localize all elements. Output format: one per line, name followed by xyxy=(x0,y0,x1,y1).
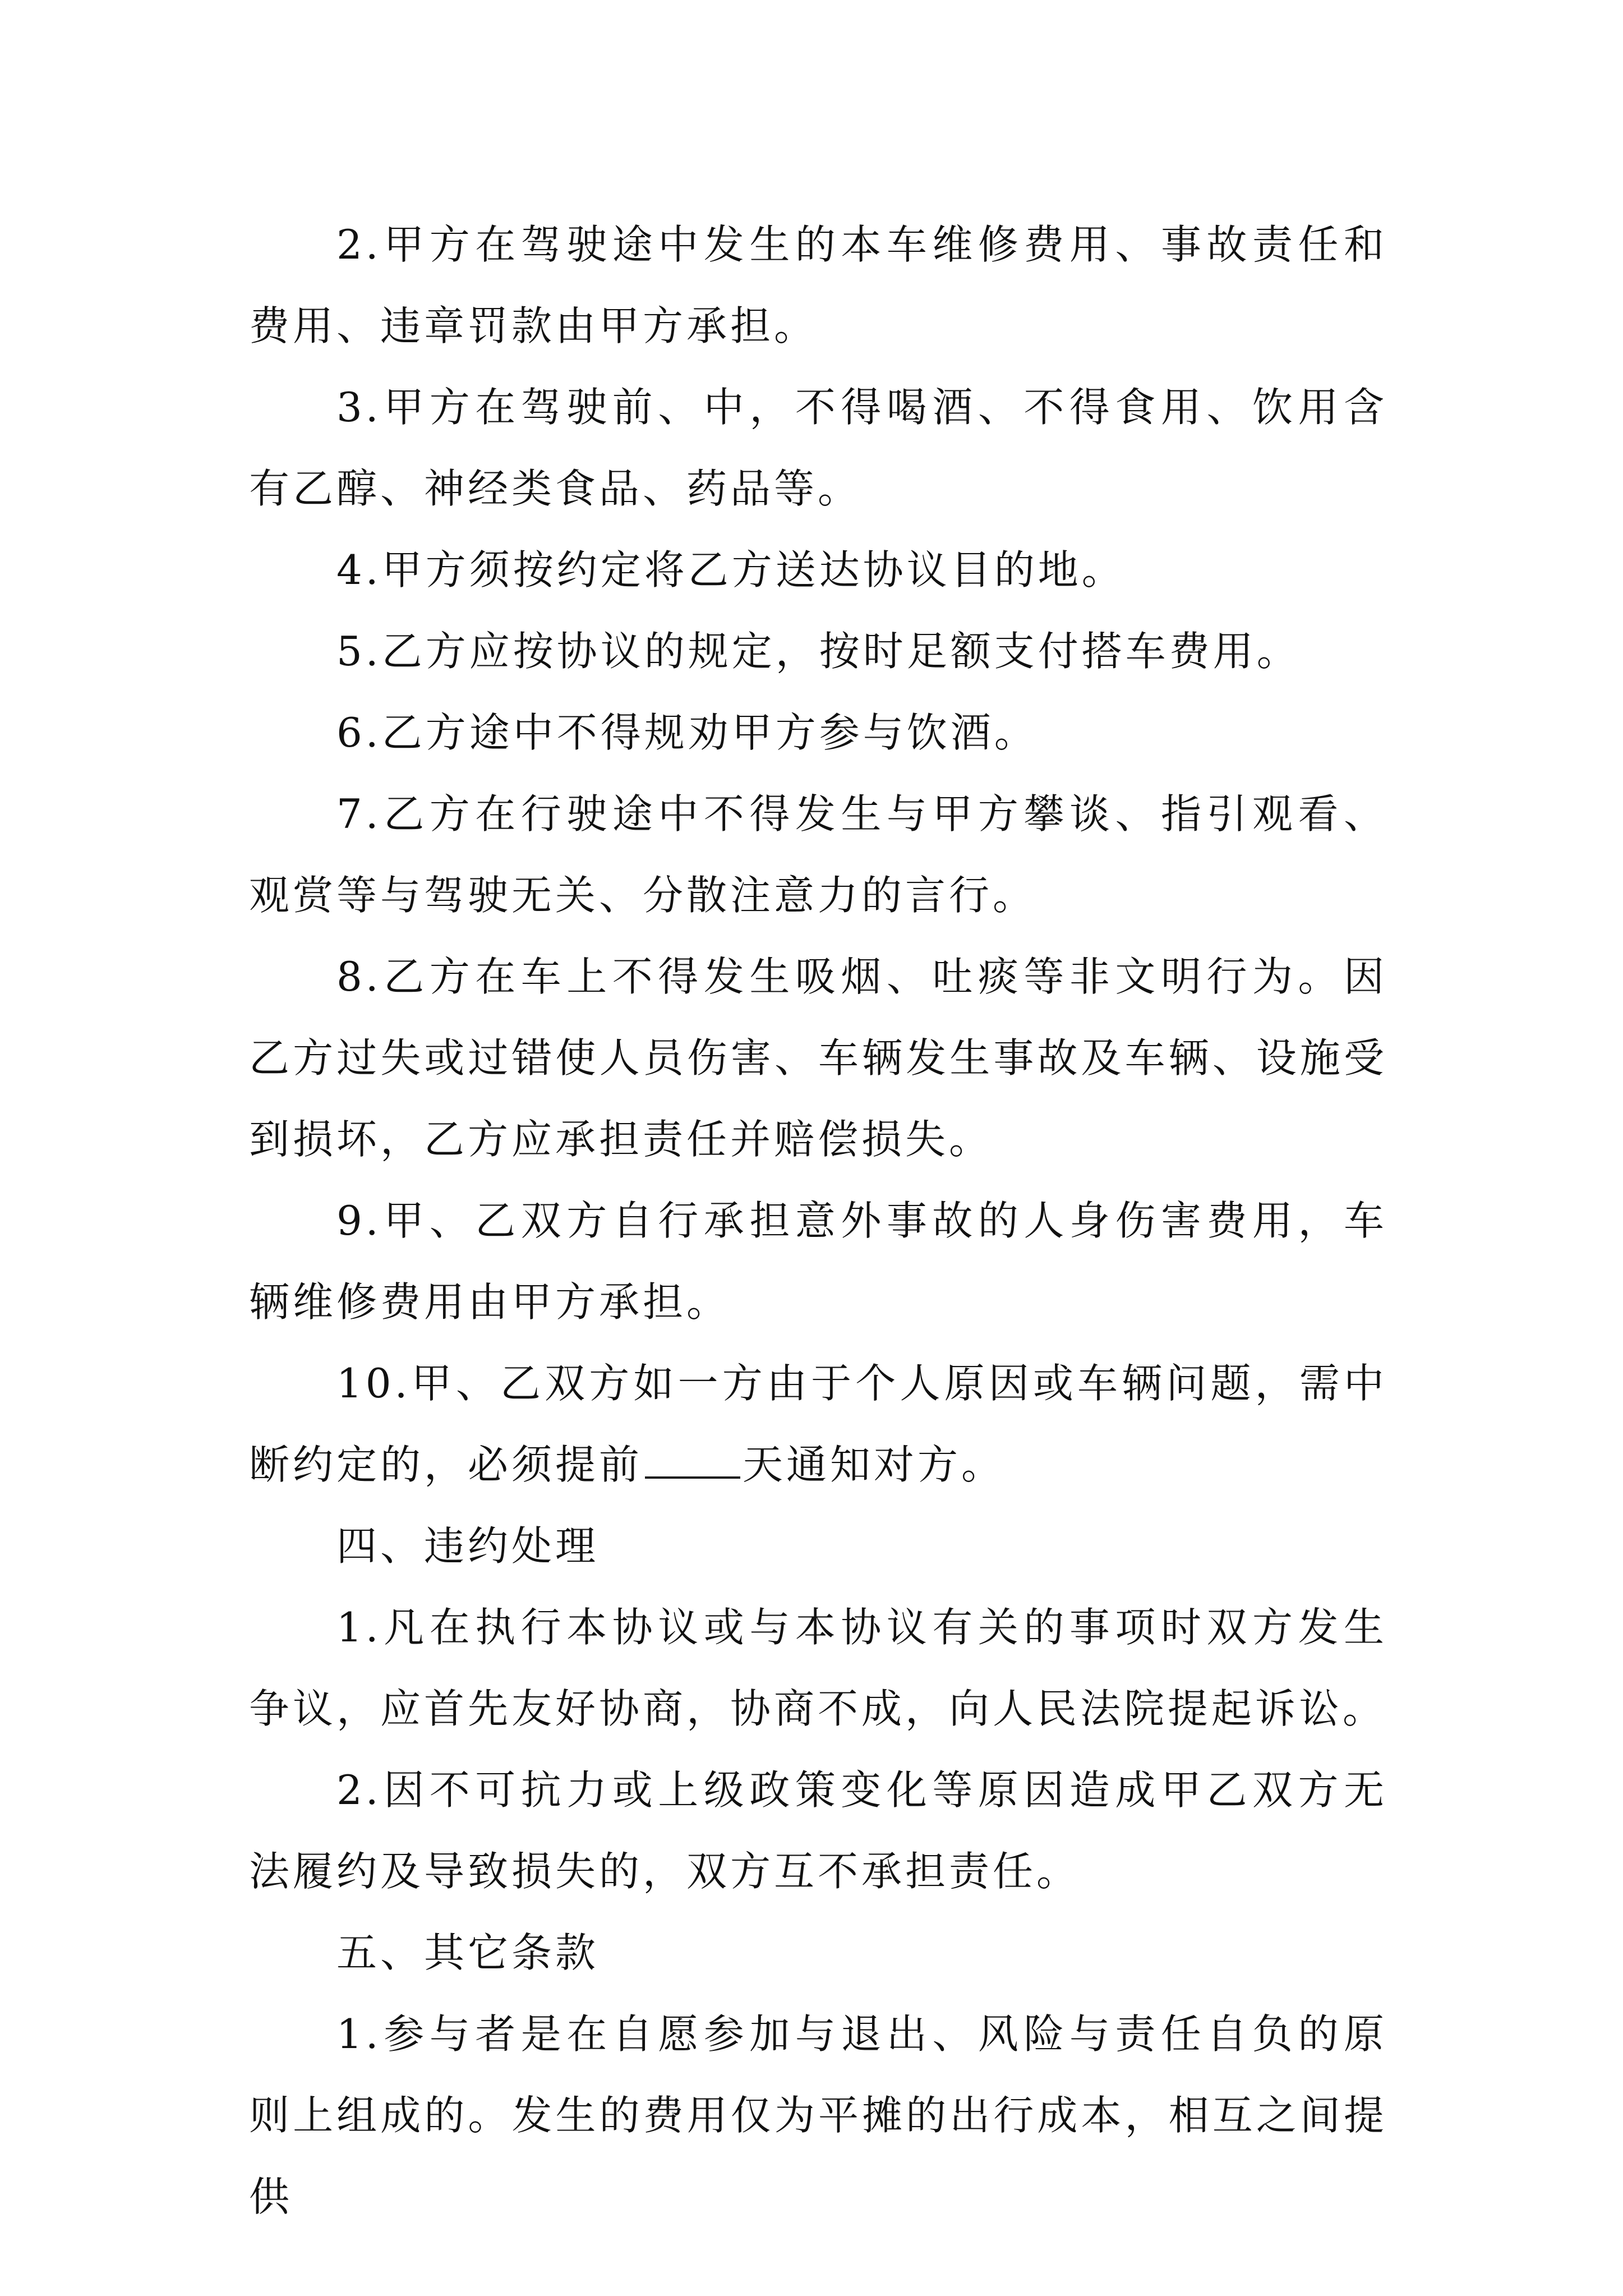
clause-paragraph: 3.甲方在驾驶前、中，不得喝酒、不得食用、饮用含有乙醇、神经类食品、药品等。 xyxy=(249,384,1387,512)
section-heading: 四、违约处理 xyxy=(336,1522,600,1570)
clause-paragraph: 8.乙方在车上不得发生吸烟、吐痰等非文明行为。因乙方过失或过错使人员伤害、车辆发生事故及车辆、设施受到损坏，乙方应承担责任并赔偿损失。 xyxy=(249,953,1387,1163)
clause-paragraph: 5.乙方应按协议的规定，按时足额支付搭车费用。 xyxy=(336,628,1301,675)
section-heading: 五、其它条款 xyxy=(336,1929,600,1976)
clause-paragraph: 2.甲方在驾驶途中发生的本车维修费用、事故责任和费用、违章罚款由甲方承担。 xyxy=(249,221,1387,349)
document-body xyxy=(249,204,1387,2238)
clause-text-before-blank: 10.甲、乙双方如一方由于个人原因或车辆问题，需中断约定的，必须提前 xyxy=(249,1360,1387,1488)
clause-paragraph: 1.凡在执行本协议或与本协议有关的事项时双方发生争议，应首先友好协商，协商不成，向人民法院提起诉讼。 xyxy=(249,1604,1387,1732)
clause-paragraph: 4.甲方须按约定将乙方送达协议目的地。 xyxy=(336,546,1126,593)
clause-paragraph: 9.甲、乙双方自行承担意外事故的人身伤害费用，车辆维修费用由甲方承担。 xyxy=(249,1197,1387,1326)
clause-paragraph: 2.因不可抗力或上级政策变化等原因造成甲乙双方无法履约及导致损失的，双方互不承担责任。 xyxy=(249,1766,1387,1895)
fill-in-blank-line xyxy=(645,1443,740,1479)
clause-paragraph-with-blank xyxy=(249,1343,1387,1506)
clause-paragraph: 6.乙方途中不得规劝甲方参与饮酒。 xyxy=(336,709,1038,756)
clause-paragraph: 7.乙方在行驶途中不得发生与甲方攀谈、指引观看、观赏等与驾驶无关、分散注意力的言行。 xyxy=(249,790,1387,919)
clause-paragraph: 1.参与者是在自愿参加与退出、风险与责任自负的原则上组成的。发生的费用仅为平摊的出行成本，相互之间提供 xyxy=(249,2010,1387,2220)
clause-text-after-blank: 天通知对方。 xyxy=(743,1441,1006,1488)
